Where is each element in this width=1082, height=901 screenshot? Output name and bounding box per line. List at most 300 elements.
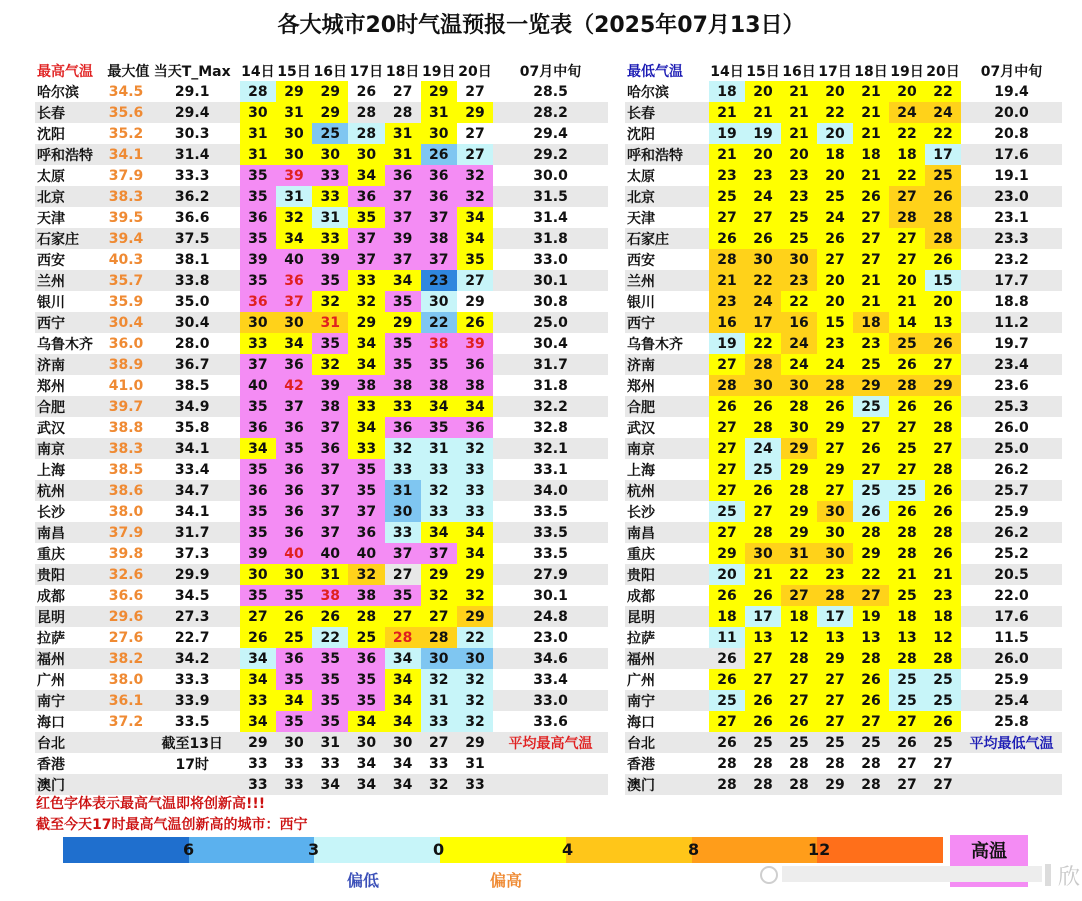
low-row [625,207,1062,228]
high-header-cell: 07月中旬 [519,63,582,80]
forecast-low-cell: 28 [889,207,925,228]
forecast-high-cell: 38 [457,375,493,396]
forecast-low-cell: 13 [817,627,853,648]
today-tmax-value: 29.9 [174,566,210,583]
high-header-cell: 17日 [349,63,384,80]
high-row [35,144,608,165]
forecast-high-cell: 34 [356,776,377,793]
mid-month-avg-low: 25.9 [994,671,1029,688]
record-max-value [107,774,144,795]
forecast-low-cell: 25 [889,669,925,690]
mid-month-avg-low: 17.7 [994,272,1029,289]
forecast-high-cell: 35 [312,690,348,711]
forecast-high-cell: 37 [240,354,276,375]
forecast-high-cell: 31 [276,102,312,123]
forecast-low-cell: 28 [781,396,817,417]
forecast-high-cell: 28 [392,104,413,121]
high-row [35,627,608,648]
city-name: 石家庄 [37,231,79,248]
forecast-low-cell: 29 [781,438,817,459]
forecast-high-cell: 27 [457,270,493,291]
forecast-high-cell: 30 [276,144,312,165]
city-name: 沈阳 [37,126,65,143]
forecast-high-cell: 31 [312,207,348,228]
mid-month-avg-low: 25.0 [994,440,1029,457]
forecast-high-cell: 34 [385,669,421,690]
forecast-low-cell: 26 [925,711,961,732]
forecast-low-cell: 30 [817,501,853,522]
forecast-low-cell: 26 [925,333,961,354]
forecast-high-cell: 27 [429,734,449,751]
forecast-high-cell: 34 [348,165,384,186]
city-name: 长沙 [37,504,65,521]
high-row [35,417,608,438]
forecast-low-cell: 26 [853,501,889,522]
forecast-low-cell: 27 [933,776,953,793]
forecast-high-cell: 35 [240,228,276,249]
forecast-high-cell: 33 [385,459,421,480]
forecast-low-cell: 12 [925,627,961,648]
today-tmax-value: 29.1 [174,83,210,100]
forecast-low-cell: 22 [817,102,853,123]
forecast-low-cell: 21 [709,144,745,165]
mid-month-avg-high: 27.9 [533,566,568,583]
forecast-high-cell: 28 [385,627,421,648]
low-row [625,732,1062,753]
forecast-low-cell: 19 [709,123,745,144]
forecast-low-cell: 28 [709,375,745,396]
forecast-low-cell: 26 [853,438,889,459]
record-max-value: 38.2 [108,650,144,667]
mid-month-avg-high: 30.8 [533,293,568,310]
forecast-high-cell: 36 [276,501,312,522]
mid-month-avg-low: 25.4 [994,692,1029,709]
forecast-high-cell: 37 [421,249,457,270]
notes [36,794,307,836]
forecast-low-cell: 13 [925,312,961,333]
forecast-high-cell: 36 [240,207,276,228]
today-tmax-value: 36.6 [174,209,210,226]
mid-month-avg-low: 23.6 [994,377,1029,394]
high-row [35,585,608,606]
today-tmax-value: 17时 [175,756,209,773]
forecast-low-cell: 21 [853,270,889,291]
low-row [625,375,1062,396]
forecast-low-cell: 27 [817,669,853,690]
forecast-low-cell: 18 [709,81,745,102]
forecast-low-cell: 27 [781,585,817,606]
forecast-high-cell: 29 [276,81,312,102]
low-row [625,606,1062,627]
high-row [35,333,608,354]
legend-tick-label: 6 [183,840,195,859]
forecast-low-cell: 25 [853,480,889,501]
mid-month-avg-low: 23.0 [994,188,1029,205]
mid-month-avg-high: 28.2 [533,104,568,121]
forecast-high-cell: 36 [385,165,421,186]
forecast-low-cell: 27 [853,711,889,732]
forecast-low-cell: 28 [789,755,809,772]
forecast-high-cell: 31 [240,123,276,144]
forecast-low-cell: 21 [853,291,889,312]
today-tmax-value: 34.7 [174,482,210,499]
mid-month-avg-low: 22.0 [994,587,1029,604]
forecast-low-cell: 21 [889,291,925,312]
forecast-high-cell: 31 [276,186,312,207]
high-header-row [35,60,608,81]
forecast-low-cell: 21 [853,81,889,102]
forecast-low-cell: 27 [817,690,853,711]
mid-month-avg-high: 24.8 [533,608,568,625]
forecast-high-cell: 35 [348,690,384,711]
forecast-low-cell: 27 [709,459,745,480]
mid-month-avg-high: 25.0 [533,314,568,331]
forecast-high-cell: 35 [348,480,384,501]
today-tmax-value: 34.2 [174,650,210,667]
forecast-low-cell: 21 [781,102,817,123]
city-name: 重庆 [627,546,655,563]
forecast-low-cell: 27 [853,459,889,480]
forecast-low-cell: 21 [745,102,781,123]
high-row [35,732,608,753]
low-header-cell: 20日 [926,63,960,80]
forecast-high-cell: 32 [421,669,457,690]
forecast-high-cell: 34 [385,648,421,669]
forecast-low-cell: 21 [709,102,745,123]
forecast-low-cell: 28 [825,755,845,772]
forecast-low-cell: 26 [781,711,817,732]
forecast-high-cell: 32 [457,669,493,690]
today-tmax-value: 31.4 [174,146,210,163]
city-name: 郑州 [627,378,655,395]
forecast-high-cell: 27 [240,606,276,627]
forecast-high-cell: 29 [421,564,457,585]
forecast-high-cell: 33 [312,165,348,186]
mid-month-avg-high: 33.0 [533,692,568,709]
low-header-cell: 16日 [782,63,816,80]
forecast-high-cell: 34 [421,522,457,543]
forecast-high-cell: 35 [276,669,312,690]
forecast-high-cell: 23 [421,270,457,291]
forecast-low-cell: 27 [925,438,961,459]
forecast-low-cell: 26 [745,480,781,501]
low-row [625,144,1062,165]
mid-month-avg-high: 34.0 [533,482,568,499]
forecast-high-cell: 34 [392,776,413,793]
high-header-cell: 最大值 [107,63,150,80]
city-name: 南宁 [37,693,65,710]
city-name: 海口 [627,714,655,731]
forecast-high-cell: 33 [421,459,457,480]
city-name: 北京 [627,189,655,206]
forecast-high-cell: 30 [392,734,413,751]
forecast-low-cell: 20 [817,291,853,312]
forecast-high-cell: 36 [240,480,276,501]
forecast-high-cell: 32 [276,207,312,228]
forecast-low-cell: 24 [817,354,853,375]
low-header-row [625,60,1062,81]
forecast-low-cell: 22 [925,81,961,102]
city-name: 石家庄 [627,231,669,248]
record-max-value: 41.0 [108,377,144,394]
high-row [35,438,608,459]
forecast-high-cell: 29 [421,81,457,102]
forecast-low-cell: 25 [825,734,845,751]
forecast-low-cell: 27 [889,228,925,249]
forecast-low-cell: 28 [781,480,817,501]
forecast-high-cell: 29 [312,81,348,102]
low-row [625,522,1062,543]
forecast-low-cell: 17 [745,312,781,333]
record-max-value [107,732,144,753]
forecast-low-cell: 29 [817,417,853,438]
forecast-high-cell: 35 [240,585,276,606]
mid-month-avg-low: 26.0 [994,419,1029,436]
forecast-low-cell: 28 [853,648,889,669]
high-row [35,207,608,228]
forecast-high-cell: 29 [385,312,421,333]
forecast-high-cell: 27 [457,144,493,165]
mid-month-avg-high: 31.7 [533,356,568,373]
forecast-high-cell: 35 [348,459,384,480]
city-name: 合肥 [37,399,65,416]
forecast-high-cell: 36 [348,648,384,669]
forecast-low-cell: 25 [709,186,745,207]
forecast-high-cell: 30 [348,144,384,165]
forecast-low-cell: 29 [817,648,853,669]
forecast-low-cell: 28 [861,755,881,772]
forecast-low-cell: 25 [889,480,925,501]
forecast-low-cell: 16 [709,312,745,333]
forecast-high-cell: 27 [392,83,413,100]
forecast-high-cell: 30 [356,734,377,751]
forecast-high-cell: 40 [276,543,312,564]
forecast-low-cell: 27 [853,585,889,606]
forecast-high-cell: 33 [457,459,493,480]
forecast-low-cell: 28 [717,755,737,772]
forecast-low-cell: 27 [709,354,745,375]
forecast-high-cell: 28 [348,123,384,144]
forecast-high-cell: 37 [421,207,457,228]
city-name: 成都 [37,588,65,605]
forecast-low-cell: 20 [925,291,961,312]
forecast-low-cell: 25 [709,501,745,522]
forecast-high-cell: 32 [348,564,384,585]
city-name: 澳门 [627,777,655,794]
forecast-low-cell: 20 [817,81,853,102]
forecast-high-cell: 27 [421,606,457,627]
forecast-high-cell: 36 [457,354,493,375]
forecast-low-cell: 30 [817,522,853,543]
city-name: 合肥 [627,399,655,416]
forecast-low-cell: 18 [709,606,745,627]
forecast-high-cell: 38 [348,585,384,606]
low-row [625,123,1062,144]
forecast-high-cell: 37 [385,186,421,207]
forecast-high-cell: 37 [312,459,348,480]
legend-tick-label: 12 [808,840,831,859]
mid-month-avg-high: 29.4 [533,125,568,142]
forecast-low-cell: 20 [709,564,745,585]
low-row [625,165,1062,186]
forecast-low-cell: 25 [753,734,773,751]
forecast-high-cell: 34 [457,543,493,564]
today-tmax-value: 36.7 [174,356,210,373]
forecast-low-cell: 22 [745,333,781,354]
city-name: 西安 [37,252,65,269]
forecast-low-cell: 28 [925,522,961,543]
low-row [625,291,1062,312]
legend-swatch [126,837,189,863]
forecast-low-cell: 30 [745,249,781,270]
forecast-low-cell: 25 [861,734,881,751]
low-row [625,438,1062,459]
forecast-high-cell: 36 [276,522,312,543]
mid-month-avg-high: 28.5 [533,83,568,100]
low-row [625,228,1062,249]
mid-month-avg-high: 30.1 [533,587,568,604]
low-row [625,333,1062,354]
forecast-high-cell: 37 [312,480,348,501]
record-max-value: 38.0 [108,671,144,688]
forecast-high-cell: 37 [421,543,457,564]
forecast-high-cell: 26 [457,312,493,333]
forecast-high-cell: 36 [276,354,312,375]
forecast-low-cell: 21 [745,564,781,585]
forecast-low-cell: 29 [709,543,745,564]
low-row [625,711,1062,732]
forecast-high-cell: 34 [276,333,312,354]
record-max-value: 39.4 [108,230,144,247]
forecast-high-cell: 31 [421,438,457,459]
high-header-cell: 14日 [241,63,275,80]
legend-swatch [252,837,315,863]
low-header-cell: 19日 [890,63,924,80]
forecast-high-cell: 30 [240,312,276,333]
high-row [35,564,608,585]
forecast-high-cell: 29 [457,606,493,627]
mid-month-avg-low [961,753,1062,774]
mid-month-avg-low: 23.1 [994,209,1029,226]
high-temperature-table [35,60,608,795]
high-row [35,606,608,627]
low-row [625,417,1062,438]
legend-swatch [377,837,440,863]
forecast-high-cell: 32 [348,291,384,312]
mid-month-avg-low: 19.7 [994,335,1029,352]
city-name: 成都 [627,588,655,605]
today-tmax-value: 36.2 [174,188,210,205]
mid-month-avg-low: 19.4 [994,83,1029,100]
forecast-high-cell: 37 [312,501,348,522]
forecast-low-cell: 24 [745,291,781,312]
forecast-high-cell: 34 [276,690,312,711]
forecast-low-cell: 24 [745,438,781,459]
forecast-high-cell: 30 [276,123,312,144]
forecast-low-cell: 27 [817,480,853,501]
record-max-value: 32.6 [108,566,144,583]
mid-month-avg-high: 29.2 [533,146,568,163]
forecast-low-cell: 13 [889,627,925,648]
forecast-low-cell: 26 [889,501,925,522]
forecast-low-cell: 20 [889,270,925,291]
record-max-value [107,753,144,774]
page-title: 各大城市20时气温预报一览表（2025年07月13日） [277,13,805,38]
forecast-low-cell: 25 [853,354,889,375]
record-max-value: 38.5 [108,461,144,478]
forecast-low-cell: 26 [709,669,745,690]
forecast-low-cell: 27 [745,669,781,690]
record-max-value: 36.0 [108,335,144,352]
record-max-value: 38.3 [108,440,144,457]
mid-month-avg-low: 25.2 [994,545,1029,562]
forecast-high-cell: 31 [421,690,457,711]
forecast-high-cell: 35 [240,270,276,291]
low-row [625,102,1062,123]
forecast-high-cell: 32 [457,165,493,186]
forecast-high-cell: 32 [312,354,348,375]
forecast-high-cell: 42 [276,375,312,396]
city-name: 香港 [37,756,65,773]
forecast-low-cell: 26 [897,734,917,751]
forecast-high-cell: 27 [392,566,413,583]
forecast-high-cell: 31 [312,312,348,333]
forecast-low-cell: 28 [925,228,961,249]
forecast-high-cell: 33 [312,228,348,249]
forecast-high-cell: 29 [348,312,384,333]
forecast-high-cell: 29 [457,102,493,123]
record-max-value: 38.6 [108,482,144,499]
mid-month-avg-high: 30.4 [533,335,568,352]
forecast-high-cell: 32 [429,776,449,793]
city-name: 重庆 [37,546,65,563]
forecast-high-cell: 33 [248,755,268,772]
high-row [35,543,608,564]
high-row [35,711,608,732]
forecast-low-cell: 27 [709,711,745,732]
forecast-high-cell: 34 [348,417,384,438]
forecast-high-cell: 22 [421,312,457,333]
record-max-value: 40.3 [108,251,144,268]
forecast-high-cell: 37 [385,207,421,228]
high-row [35,690,608,711]
forecast-high-cell: 39 [276,165,312,186]
forecast-low-cell: 30 [745,375,781,396]
city-name: 西宁 [627,315,655,332]
city-name: 贵阳 [37,567,65,584]
forecast-high-cell: 34 [348,333,384,354]
city-name: 银川 [627,294,655,311]
forecast-low-cell: 28 [925,207,961,228]
mid-month-avg-low: 25.9 [994,503,1029,520]
city-name: 呼和浩特 [37,147,93,164]
high-row [35,249,608,270]
forecast-low-cell: 22 [745,270,781,291]
forecast-low-cell: 27 [745,501,781,522]
forecast-high-cell: 35 [276,585,312,606]
high-row [35,81,608,102]
legend-swatch [503,837,566,863]
forecast-high-cell: 33 [457,480,493,501]
forecast-low-cell: 28 [889,543,925,564]
forecast-low-cell: 27 [817,249,853,270]
record-max-value: 39.5 [108,209,144,226]
mid-month-avg-high: 33.5 [533,503,568,520]
forecast-low-cell: 27 [853,417,889,438]
mid-month-avg-low: 11.5 [994,629,1029,646]
record-max-value: 38.8 [108,419,144,436]
mid-month-avg-high: 31.8 [533,230,568,247]
